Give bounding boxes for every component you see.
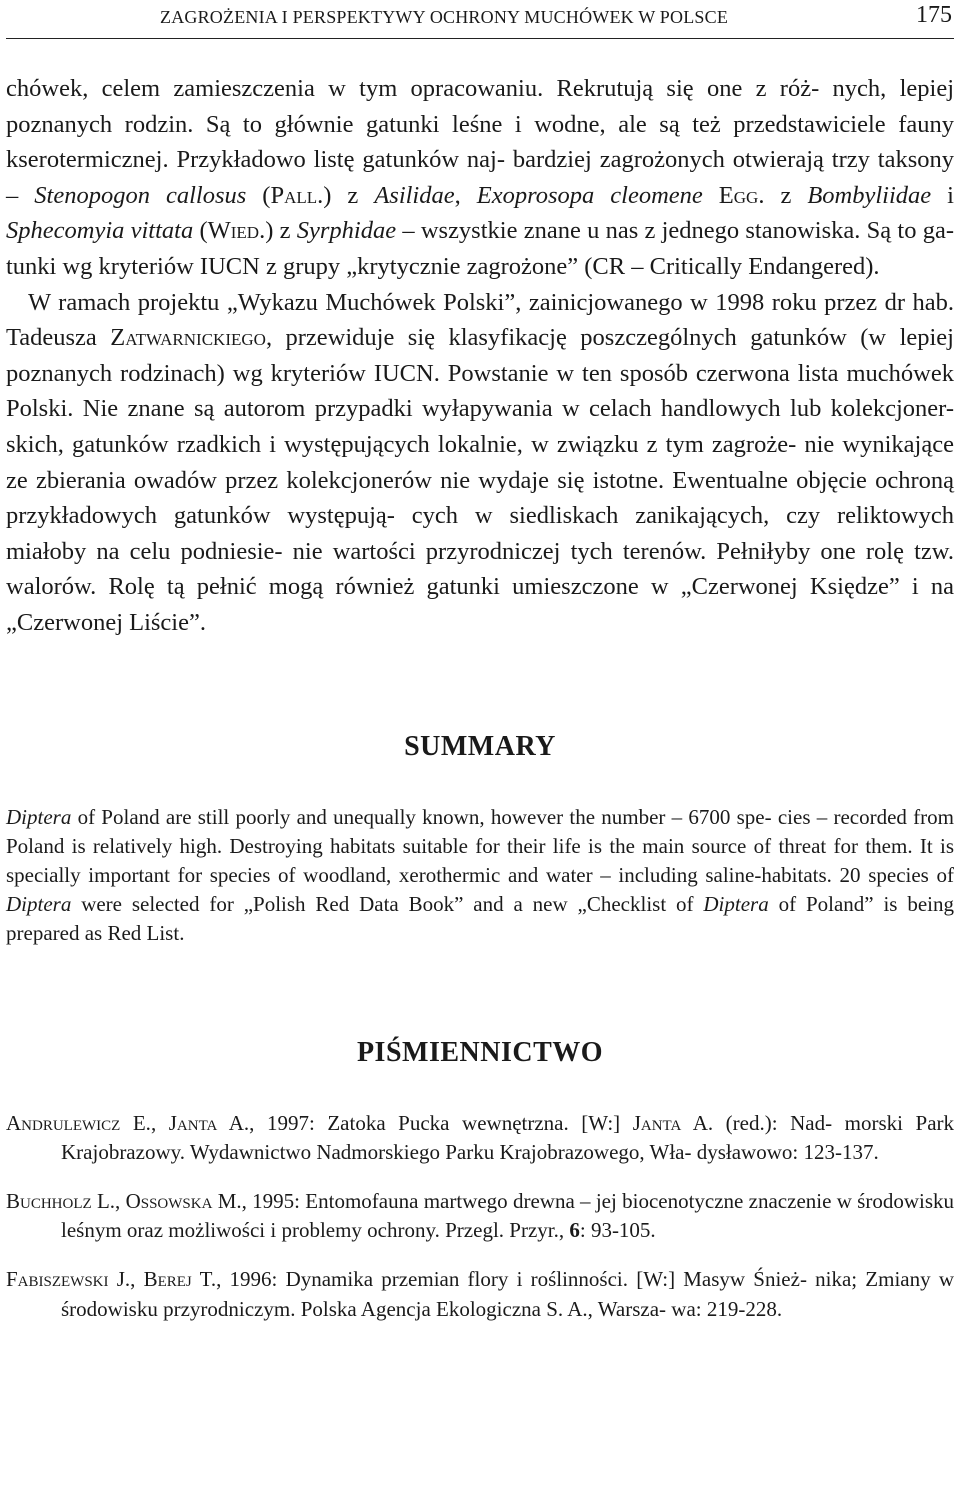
reference-item — [6, 1265, 954, 1323]
text-run: – wszystkie znane u nas z jednego stanowiska. Są to ga- tunki wg kryteriów IUCN z grupy „krytycznie zagrożone” (CR – Critically Endangered). — [6, 217, 954, 280]
author-name: Fabiszewski J. — [6, 1267, 131, 1292]
summary-heading: SUMMARY — [404, 730, 556, 762]
text-run: of Poland” is being prepared as Red List. — [6, 892, 954, 946]
text-run: W ramach projektu „Wykazu Muchówek Polski”, zainicjowanego w 1998 roku przez dr hab. Tadeusza — [6, 288, 954, 352]
text-run: . z — [758, 181, 808, 209]
text-run: , — [454, 181, 477, 209]
author-name: Ossowska M. — [125, 1188, 242, 1213]
species-name: Stenopogon callosus — [34, 181, 247, 209]
text-run: (red.): Nad- morski Park Krajobrazowy. Wydawnictwo Nadmorskiego Parku Krajobrazowego, Wła- dysławowo: 123-137. — [61, 1110, 955, 1164]
summary-paragraph — [6, 803, 954, 949]
text-run: , 1995: Entomofauna martwego drewna – jej biocenotyczne znaczenie w środowisku leśnym oraz możliwości i problemy ochrony. Przegl. Przyr., — [61, 1188, 954, 1243]
author-name: Zatwarnickiego — [110, 324, 266, 352]
text-run: chówek, celem zamieszczenia w tym opracowaniu. Rekrutują się one z róż- nych, lepiej poznanych rodzin. Są to głównie gatunki leśne i wodne, ale są też przedstawiciele fauny kserotermicznej. Przykładowo listę gatunków naj- bardziej zagrożonych otwierają trzy taksony – — [6, 75, 954, 209]
volume-number: 6 — [569, 1218, 580, 1243]
running-title: ZAGROŻENIA I PERSPEKTYWY OCHRONY MUCHÓWEK W POLSCE — [160, 7, 729, 27]
text-run: ( — [193, 217, 208, 245]
text-run: ( — [246, 181, 271, 209]
author-name: Pall — [270, 181, 318, 209]
text-run: , 1996: Dynamika przemian flory i roślinności. [W:] Masyw Śnież- nika; Zmiany w środowisku przyrodniczym. Polska Agencja Ekologiczna S. A., Warsza- wa: 219-228. — [61, 1267, 954, 1321]
author-name: Janta A. — [632, 1110, 714, 1135]
family-name: Asilidae — [374, 181, 455, 209]
text-run: : 93-105. — [579, 1218, 656, 1243]
page-number: 175 — [916, 2, 952, 28]
author-name: Andrulewicz E. — [6, 1110, 151, 1135]
text-run: were selected for „Polish Red Data Book” and a new „Checklist of — [71, 892, 704, 917]
text-run: .) z — [259, 217, 297, 245]
reference-item — [6, 1109, 954, 1167]
running-header — [6, 0, 954, 39]
text-run: , — [130, 1267, 144, 1292]
text-run — [703, 182, 719, 209]
species-name: Exoprosopa cleomene — [476, 181, 703, 209]
family-name: Bombyliidae — [807, 181, 932, 209]
author-name: Buchholz L. — [6, 1188, 116, 1213]
text-run: , — [150, 1110, 169, 1135]
references-heading: PIŚMIENNICTWO — [356, 1036, 604, 1068]
author-name: Wied — [207, 217, 260, 245]
author-name: Egg — [718, 181, 759, 209]
text-run: , 1997: Zatoka Pucka wewnętrzna. [W:] — [249, 1110, 633, 1135]
body-paragraph — [6, 285, 954, 641]
species-name: Sphecomyia vittata — [6, 217, 194, 245]
text-run: of Poland are still poorly and unequally known, however the number – 6700 spe- cies – recorded from Poland is relatively high. Destroying habitats suitable for their life is the main source of threat for them. It is specially important for species of woodland, xerothermic and water – including saline-habitats. 20 species of — [6, 804, 954, 887]
text-run: i — [931, 181, 954, 209]
text-run: , przewiduje się klasyfikację poszczególnych gatunków (w lepiej poznanych rodzinach) wg kryteriów IUCN. Powstanie w ten sposób czerwona lista muchówek Polski. Nie znane są autorom przypadki wyłapywania w celach handlowych lub kolekcjoner- skich, gatunków rzadkich i występujących lokalnie, w związku z tym zagroże- nie wynikające ze zbierania owadów przez kolekcjonerów nie wydaje się istotne. Ewentualne objęcie ochroną przykładowych gatunków występują- cych w siedliskach zanikających, czy reliktowych miałoby na celu podniesie- nie wartości przyrodniczej tych terenów. Pełniłyby one rolę tzw. walorów. Rolę tą pełnić mogą również gatunki umieszczone w „Czerwonej Księdze” i na „Czerwonej Liście”. — [6, 324, 954, 636]
taxon-name: Diptera — [703, 892, 769, 917]
family-name: Syrphidae — [296, 217, 397, 245]
text-run: .) z — [317, 181, 375, 209]
author-name: Janta A. — [168, 1110, 250, 1135]
taxon-name: Diptera — [6, 892, 72, 917]
body-paragraph — [6, 71, 954, 285]
document-page — [6, 0, 954, 1344]
reference-item — [6, 1187, 954, 1245]
author-name: Berej T. — [143, 1267, 217, 1292]
taxon-name: Diptera — [6, 804, 72, 829]
reference-list — [6, 1109, 954, 1324]
text-run: , — [115, 1188, 126, 1213]
